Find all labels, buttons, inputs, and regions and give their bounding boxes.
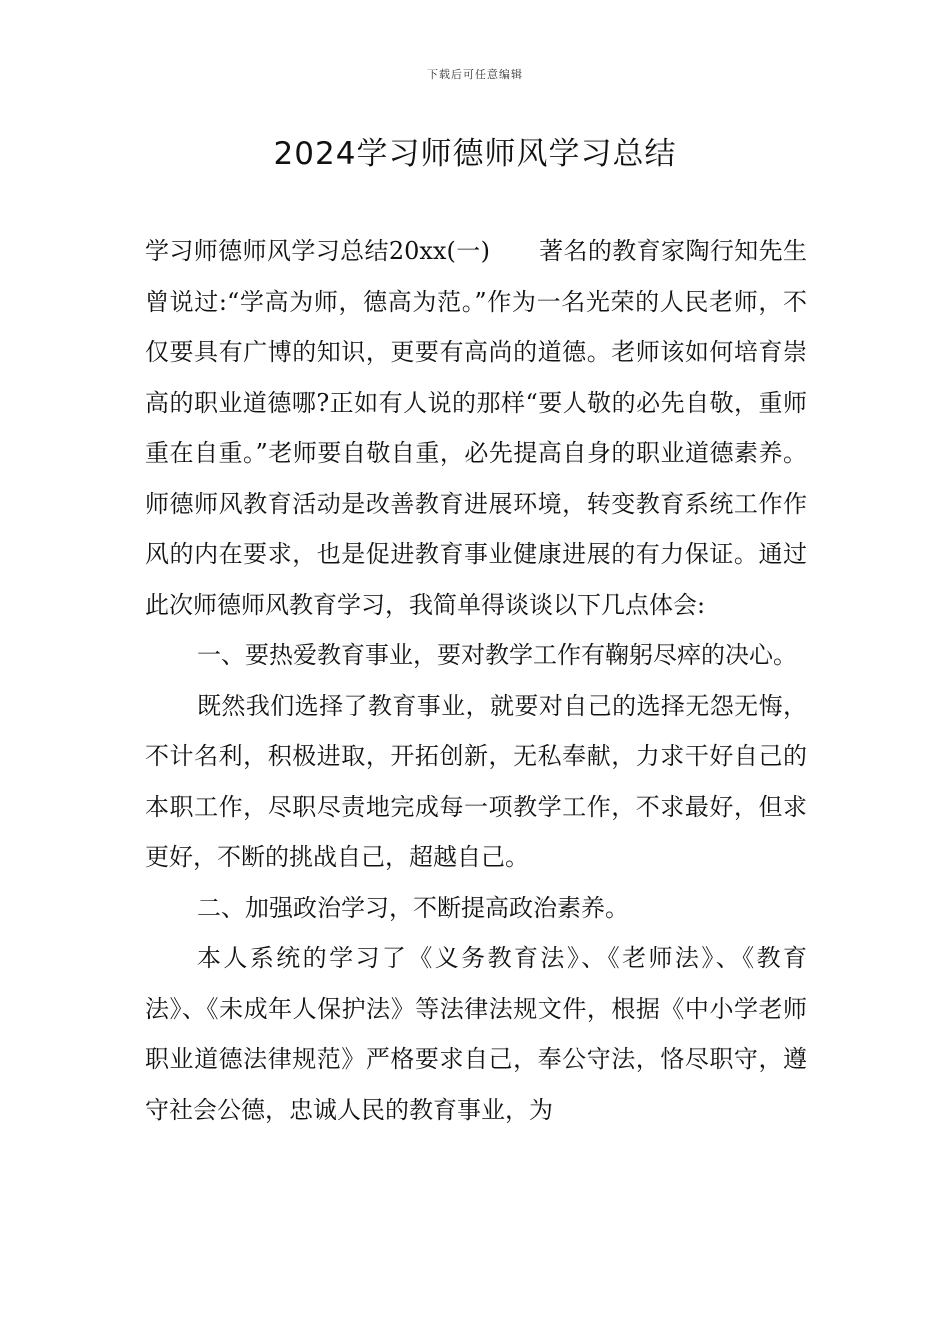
paragraph-heading-2: 二、加强政治学习，不断提高政治素养。: [197, 893, 629, 922]
paragraph-heading-1: 一、要热爱教育事业，要对教学工作有鞠躬尽瘁的决心。: [197, 641, 797, 669]
paragraph-2-body: 本人系统的学习了《义务教育法》、《老师法》、《教育法》、《未成年人保护法》等法律法规文件，根据《中小学老师职业道德法律规范》严格要求自己，奉公守法，恪尽职守，遵守社会公德，忠诚人民的教育事业，为: [145, 944, 807, 1124]
document-body: [145, 226, 807, 1135]
page-header-note: 下载后可任意编辑: [427, 68, 523, 81]
paragraph-intro: 学习师德师风学习总结20xx(一) 著名的教育家陶行知先生曾说过:“学高为师，德高为范。”作为一名光荣的人民老师，不仅要具有广博的知识，更要有高尚的道德。老师该如何培育崇高的职业道德哪?正如有人说的那样“要人敬的必先自敬，重师重在自重。”老师要自敬自重，必先提高自身的职业道德素养。师德师风教育活动是改善教育进展环境，转变教育系统工作作风的内在要求，也是促进教育事业健康进展的有力保证。通过此次师德师风教育学习，我简单得谈谈以下几点体会:: [145, 237, 807, 619]
paragraph-1-body: 既然我们选择了教育事业，就要对自己的选择无怨无悔，不计名利，积极进取，开拓创新，无私奉献，力求干好自己的本职工作，尽职尽责地完成每一项教学工作，不求最好，但求更好，不断的挑战自己，超越自己。: [145, 691, 807, 871]
document-title: 2024学习师德师风学习总结: [273, 136, 677, 172]
